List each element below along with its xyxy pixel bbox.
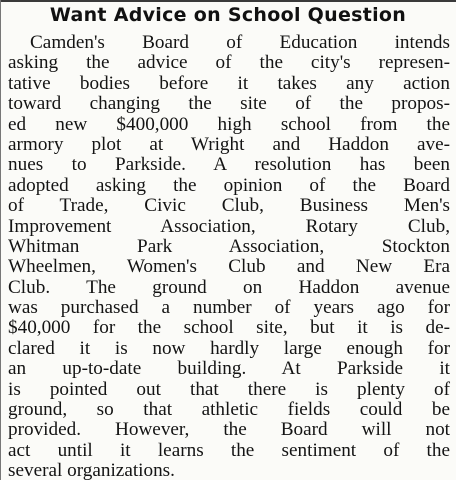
text-line: of Trade, Civic Club, Business Men's	[8, 195, 450, 217]
text-line: was purchased a number of years ago for	[8, 297, 450, 319]
text-line: tative bodies before it takes any action	[8, 72, 450, 94]
text-line: toward changing the site of the propos-	[8, 93, 450, 115]
top-rule	[0, 0, 456, 2]
text-line: Improvement Association, Rotary Club,	[8, 215, 450, 237]
article-body	[8, 33, 450, 482]
text-line: $40,000 for the school site, but it is de-	[8, 317, 450, 339]
text-line: ground, so that athletic fields could be	[8, 399, 450, 421]
text-line: clared it is now hardly large enough for	[8, 337, 450, 359]
text-line: provided. However, the Board will not	[8, 419, 450, 441]
left-column-rule	[0, 0, 1, 480]
text-line: adopted asking the opinion of the Board	[8, 174, 450, 196]
text-line: an up-to-date building. At Parkside it	[8, 358, 450, 380]
article-headline: Want Advice on School Question	[49, 4, 407, 26]
text-line: asking the advice of the city's represen-	[8, 52, 450, 74]
text-line: armory plot at Wright and Haddon ave-	[8, 133, 450, 155]
text-line: nues to Parkside. A resolution has been	[8, 154, 450, 176]
text-line: Camden's Board of Education intends	[30, 32, 450, 53]
text-line: several organizations.	[8, 460, 175, 482]
text-line: Club. The ground on Haddon avenue	[8, 276, 450, 298]
text-line: Wheelmen, Women's Club and New Era	[8, 256, 450, 278]
text-line: ed new $400,000 high school from the	[8, 113, 450, 135]
text-line: act until it learns the sentiment of the	[8, 439, 450, 461]
text-line: is pointed out that there is plenty of	[8, 378, 450, 400]
text-line: Whitman Park Association, Stockton	[8, 235, 450, 257]
